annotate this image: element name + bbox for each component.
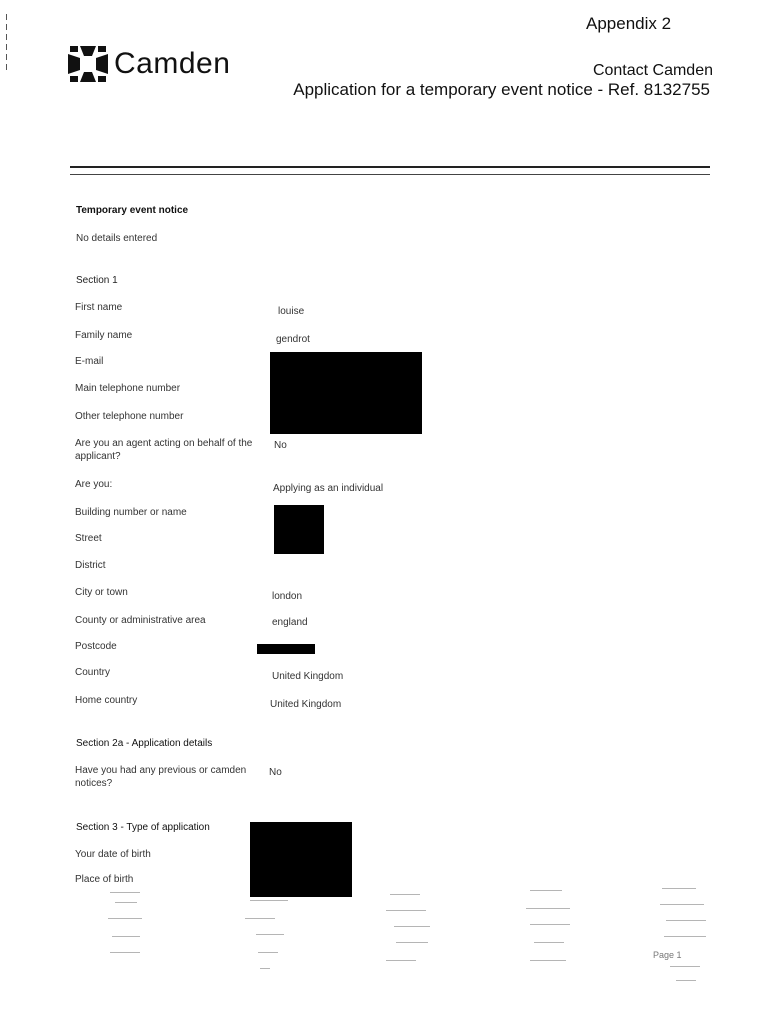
scan-noise-area [90, 880, 730, 1000]
previous-notices-label: Have you had any previous or camden notices? [75, 765, 247, 789]
redaction-address [274, 505, 324, 554]
tens-note: No details entered [76, 233, 158, 244]
section3-heading: Section 3 - Type of application [76, 822, 210, 833]
are-you-label: Are you: [75, 479, 113, 490]
dob-label: Your date of birth [75, 849, 151, 860]
home-country-label: Home country [75, 695, 138, 706]
main-phone-label: Main telephone number [75, 383, 181, 394]
header-rule [70, 166, 710, 168]
contact-camden: Contact Camden [592, 62, 713, 79]
family-name-value: gendrot [276, 334, 310, 345]
country-label: Country [75, 667, 111, 678]
appendix-label: Appendix 2 [586, 14, 672, 33]
county-value: england [272, 617, 308, 628]
first-name-label: First name [75, 302, 123, 313]
camden-logo-icon [66, 44, 110, 84]
other-phone-label: Other telephone number [75, 411, 184, 422]
city-label: City or town [75, 587, 128, 598]
pob-label: Place of birth [75, 874, 134, 885]
agent-label: Are you an agent acting on behalf of the applicant? [75, 438, 253, 462]
district-label: District [75, 560, 106, 571]
agent-value: No [274, 440, 287, 451]
county-label: County or administrative area [75, 615, 206, 626]
header-rule-thin [70, 174, 710, 175]
tens-heading: Temporary event notice [76, 205, 189, 216]
country-value: United Kingdom [272, 671, 344, 682]
redaction-contact-details [270, 352, 422, 434]
first-name-value: louise [278, 306, 305, 317]
home-country-value: United Kingdom [270, 699, 342, 710]
building-label: Building number or name [75, 507, 187, 518]
redaction-postcode [257, 644, 315, 654]
are-you-value: Applying as an individual [273, 483, 384, 494]
scan-margin-marks [6, 10, 16, 74]
postcode-label: Postcode [75, 641, 117, 652]
section2a-heading: Section 2a - Application details [76, 738, 213, 749]
scan-noise-dots [90, 880, 730, 1000]
family-name-label: Family name [75, 330, 133, 341]
city-value: london [272, 591, 303, 602]
street-label: Street [75, 533, 102, 544]
email-label: E-mail [75, 356, 104, 367]
application-title: Application for a temporary event notice - Ref. 8132755 [293, 80, 710, 99]
logo-text: Camden [114, 47, 231, 80]
section1-heading: Section 1 [76, 275, 118, 286]
page-number: Page 1 [653, 950, 682, 960]
previous-notices-value: No [269, 767, 282, 778]
